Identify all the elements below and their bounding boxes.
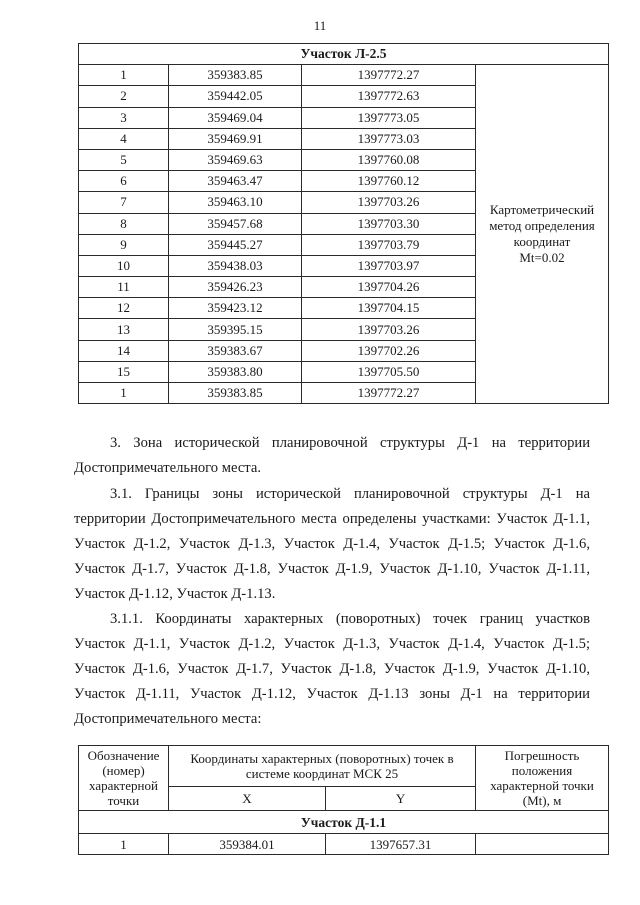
cell-y: 1397657.31 bbox=[326, 834, 476, 855]
cell-x: 359469.91 bbox=[169, 128, 302, 149]
cell-n: 8 bbox=[79, 213, 169, 234]
cell-n: 6 bbox=[79, 171, 169, 192]
cell-n: 7 bbox=[79, 192, 169, 213]
cell-n: 13 bbox=[79, 319, 169, 340]
coordinates-table-body bbox=[79, 44, 609, 404]
cell-n: 4 bbox=[79, 128, 169, 149]
paragraph-coordinates-intro: 3.1.1. Координаты характерных (поворотных) точек границ участков Участок Д-1.1, Участок Д-1.2, Участок Д-1.3, Участок Д-1.4, Участок Д-1.5; Участок Д-1.6, Участок Д-1.7, Участок Д-1.8, Участок Д-1.9, Участок Д-1.10, Участок Д-1.11, Участок Д-1.12, Участок Д-1.13 зоны Д-1 на территории Достопримечательного места: bbox=[74, 611, 590, 727]
method-note bbox=[476, 65, 609, 404]
cell-n: 2 bbox=[79, 86, 169, 107]
cell-n: 15 bbox=[79, 361, 169, 382]
cell-n: 3 bbox=[79, 107, 169, 128]
method-note-line: Mt=0.02 bbox=[519, 250, 565, 266]
page-number: 11 bbox=[313, 18, 327, 33]
cell-x: 359463.10 bbox=[169, 192, 302, 213]
cell-x: 359383.85 bbox=[169, 383, 302, 404]
cell-y: 1397772.63 bbox=[302, 86, 476, 107]
header-x: X bbox=[169, 786, 326, 810]
cell-x: 359457.68 bbox=[169, 213, 302, 234]
cell-x: 359395.15 bbox=[169, 319, 302, 340]
header-coordinates: Координаты характерных (поворотных) точек в системе координат МСК 25 bbox=[169, 746, 476, 787]
cell-x: 359426.23 bbox=[169, 277, 302, 298]
header-position-error: Погрешность положения характерной точки (Mt), м bbox=[476, 746, 609, 811]
paragraph-zone-d1: 3. Зона исторической планировочной структуры Д-1 на территории Достопримечательного места. bbox=[74, 435, 590, 476]
cell-n: 1 bbox=[79, 383, 169, 404]
cell-x: 359469.63 bbox=[169, 149, 302, 170]
section-title: Участок Д-1.1 bbox=[79, 811, 609, 834]
cell-n: 5 bbox=[79, 149, 169, 170]
cell-y: 1397703.97 bbox=[302, 255, 476, 276]
cell-y: 1397703.26 bbox=[302, 319, 476, 340]
cell-n: 12 bbox=[79, 298, 169, 319]
cell-n: 14 bbox=[79, 340, 169, 361]
table-row bbox=[79, 834, 609, 855]
cell-y: 1397704.15 bbox=[302, 298, 476, 319]
cell-y: 1397772.27 bbox=[302, 383, 476, 404]
cell-y: 1397773.05 bbox=[302, 107, 476, 128]
cell-x: 359383.80 bbox=[169, 361, 302, 382]
cell-y: 1397773.03 bbox=[302, 128, 476, 149]
cell-y: 1397705.50 bbox=[302, 361, 476, 382]
coordinates-table-body bbox=[79, 746, 609, 855]
cell-y: 1397772.27 bbox=[302, 65, 476, 86]
cell-x: 359463.47 bbox=[169, 171, 302, 192]
coordinates-table-d-1-1 bbox=[78, 745, 609, 855]
section-row bbox=[79, 811, 609, 834]
cell-mt bbox=[476, 834, 609, 855]
cell-x: 359445.27 bbox=[169, 234, 302, 255]
cell-n: 1 bbox=[79, 834, 169, 855]
section-row bbox=[79, 44, 609, 65]
cell-n: 11 bbox=[79, 277, 169, 298]
cell-x: 359383.67 bbox=[169, 340, 302, 361]
method-note-line: метод определения bbox=[489, 218, 595, 234]
paragraph-zone-boundaries: 3.1. Границы зоны исторической планировочной структуры Д-1 на территории Достопримечательного места определены участками: Участок Д-1.1, Участок Д-1.2, Участок Д-1.3, Участок Д-1.4, Участок Д-1.5; Участок Д-1.6, Участок Д-1.7, Участок Д-1.8, Участок Д-1.9, Участок Д-1.10, Участок Д-1.11, Участок Д-1.12, Участок Д-1.13. bbox=[74, 486, 590, 602]
header-point-number: Обозначение (номер) характерной точки bbox=[79, 746, 169, 811]
table-row bbox=[79, 65, 609, 86]
cell-x: 359383.85 bbox=[169, 65, 302, 86]
cell-y: 1397704.26 bbox=[302, 277, 476, 298]
cell-x: 359438.03 bbox=[169, 255, 302, 276]
cell-y: 1397760.08 bbox=[302, 149, 476, 170]
cell-y: 1397703.26 bbox=[302, 192, 476, 213]
cell-y: 1397703.79 bbox=[302, 234, 476, 255]
coordinates-table-l-2-5 bbox=[78, 43, 609, 404]
cell-y: 1397702.26 bbox=[302, 340, 476, 361]
cell-n: 1 bbox=[79, 65, 169, 86]
cell-y: 1397703.30 bbox=[302, 213, 476, 234]
cell-x: 359442.05 bbox=[169, 86, 302, 107]
method-note-line: координат bbox=[513, 234, 571, 250]
header-row bbox=[79, 746, 609, 787]
cell-x: 359423.12 bbox=[169, 298, 302, 319]
section-title: Участок Л-2.5 bbox=[79, 44, 609, 65]
header-y: Y bbox=[326, 786, 476, 810]
cell-n: 9 bbox=[79, 234, 169, 255]
cell-x: 359384.01 bbox=[169, 834, 326, 855]
cell-x: 359469.04 bbox=[169, 107, 302, 128]
cell-n: 10 bbox=[79, 255, 169, 276]
method-note-line: Картометрический bbox=[489, 202, 595, 218]
cell-y: 1397760.12 bbox=[302, 171, 476, 192]
